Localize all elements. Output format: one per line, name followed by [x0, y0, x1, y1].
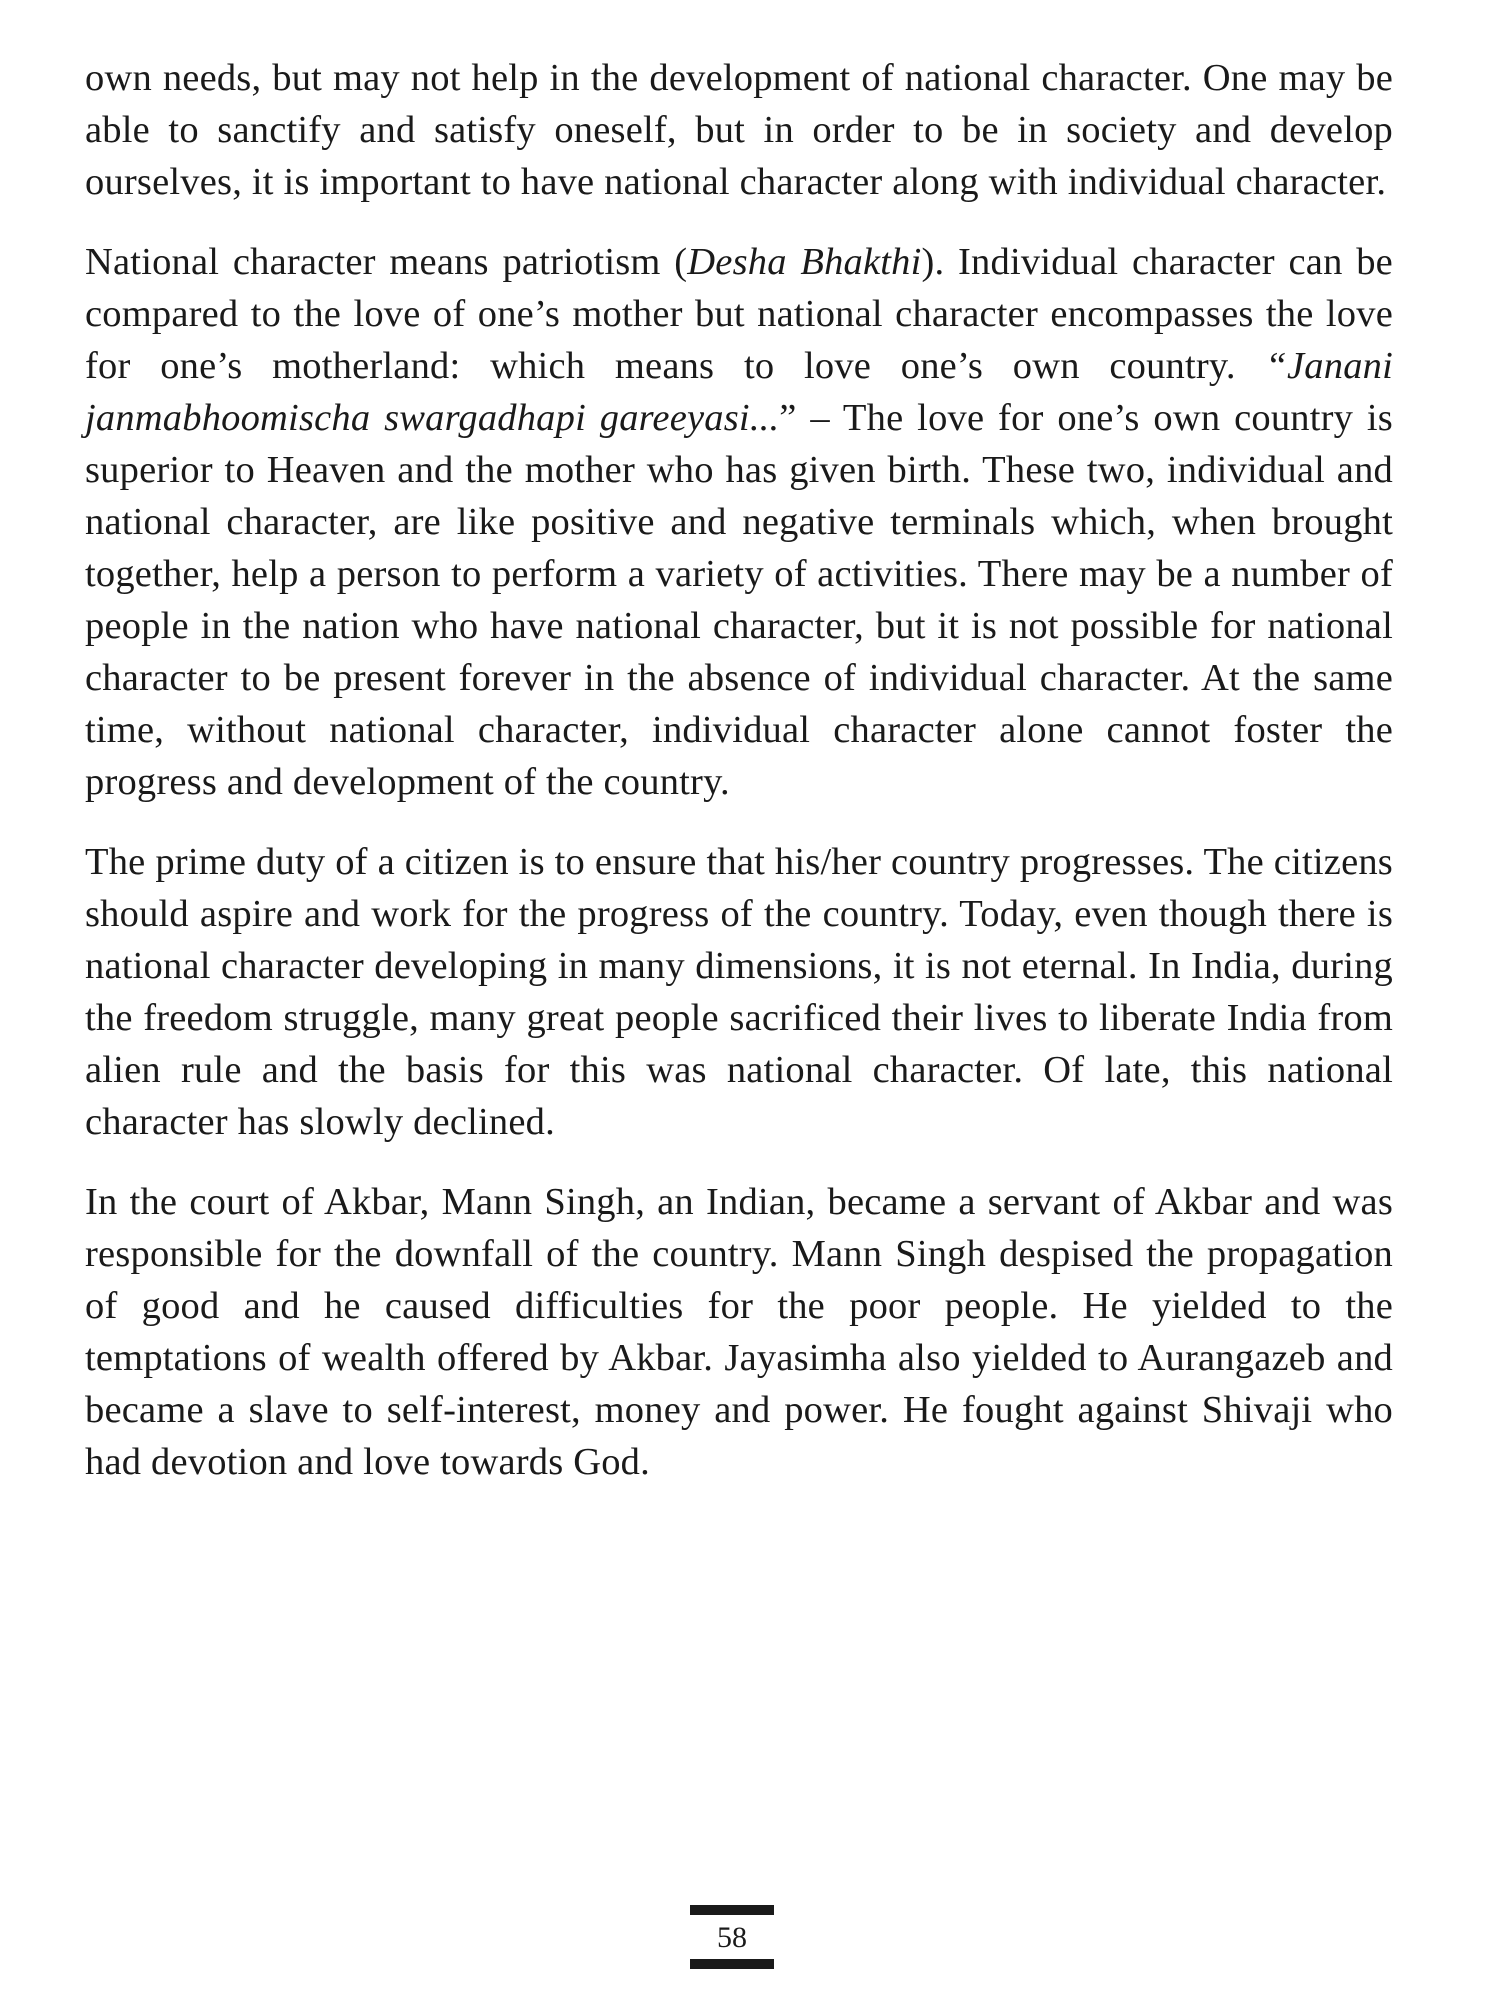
paragraph-2-italic-sanskrit-quote: “Janani janmabhoomischa swargadhapi gareeyasi...: [85, 345, 1393, 439]
page-body: [85, 52, 1393, 1516]
paragraph-2-italic-desha-bhakthi: Desha Bhakthi: [687, 241, 922, 283]
page-number-top-rule: [690, 1905, 774, 1915]
page-number: 58: [717, 1921, 747, 1954]
paragraph-2: [85, 236, 1393, 808]
paragraph-3-text: The prime duty of a citizen is to ensure that his/her country progresses. The citizens should aspire and work for the progress of the country. Today, even though there is national character developing in many dimensions, it is not eternal. In India, during the freedom struggle, many great people sacrificed their lives to liberate India from alien rule and the basis for this was national character. Of late, this national character has slowly declined.: [85, 841, 1393, 1143]
page-number-bottom-rule: [690, 1959, 774, 1969]
paragraph-2-text-a: National character means patriotism (: [85, 241, 688, 283]
paragraph-3: [85, 836, 1393, 1148]
paragraph-2-text-c: ” – The love for one’s own country is superior to Heaven and the mother who has given birth. These two, individual and national character, are like positive and negative terminals which, when brought together, help a person to perform a variety of activities. There may be a number of people in the nation who have national character, but it is not possible for national character to be present forever in the absence of individual character. At the same time, without national character, individual character alone cannot foster the progress and development of the country.: [85, 397, 1393, 803]
paragraph-4: [85, 1176, 1393, 1488]
paragraph-4-text: In the court of Akbar, Mann Singh, an Indian, became a servant of Akbar and was responsible for the downfall of the country. Mann Singh despised the propagation of good and he caused difficulties for the poor people. He yielded to the temptations of wealth offered by Akbar. Jayasimha also yielded to Aurangazeb and became a slave to self-interest, money and power. He fought against Shivaji who had devotion and love towards God.: [85, 1181, 1393, 1483]
paragraph-1: [85, 52, 1393, 208]
paragraph-1-text: own needs, but may not help in the development of national character. One may be able to sanctify and satisfy oneself, but in order to be in society and develop ourselves, it is important to have national character along with individual character.: [85, 57, 1393, 203]
page-number-block: [690, 1905, 774, 1969]
paragraph-2-text-b: ). Individual character can be compared to the love of one’s mother but national character encompasses the love for one’s motherland: which means to love one’s own country.: [85, 241, 1393, 387]
